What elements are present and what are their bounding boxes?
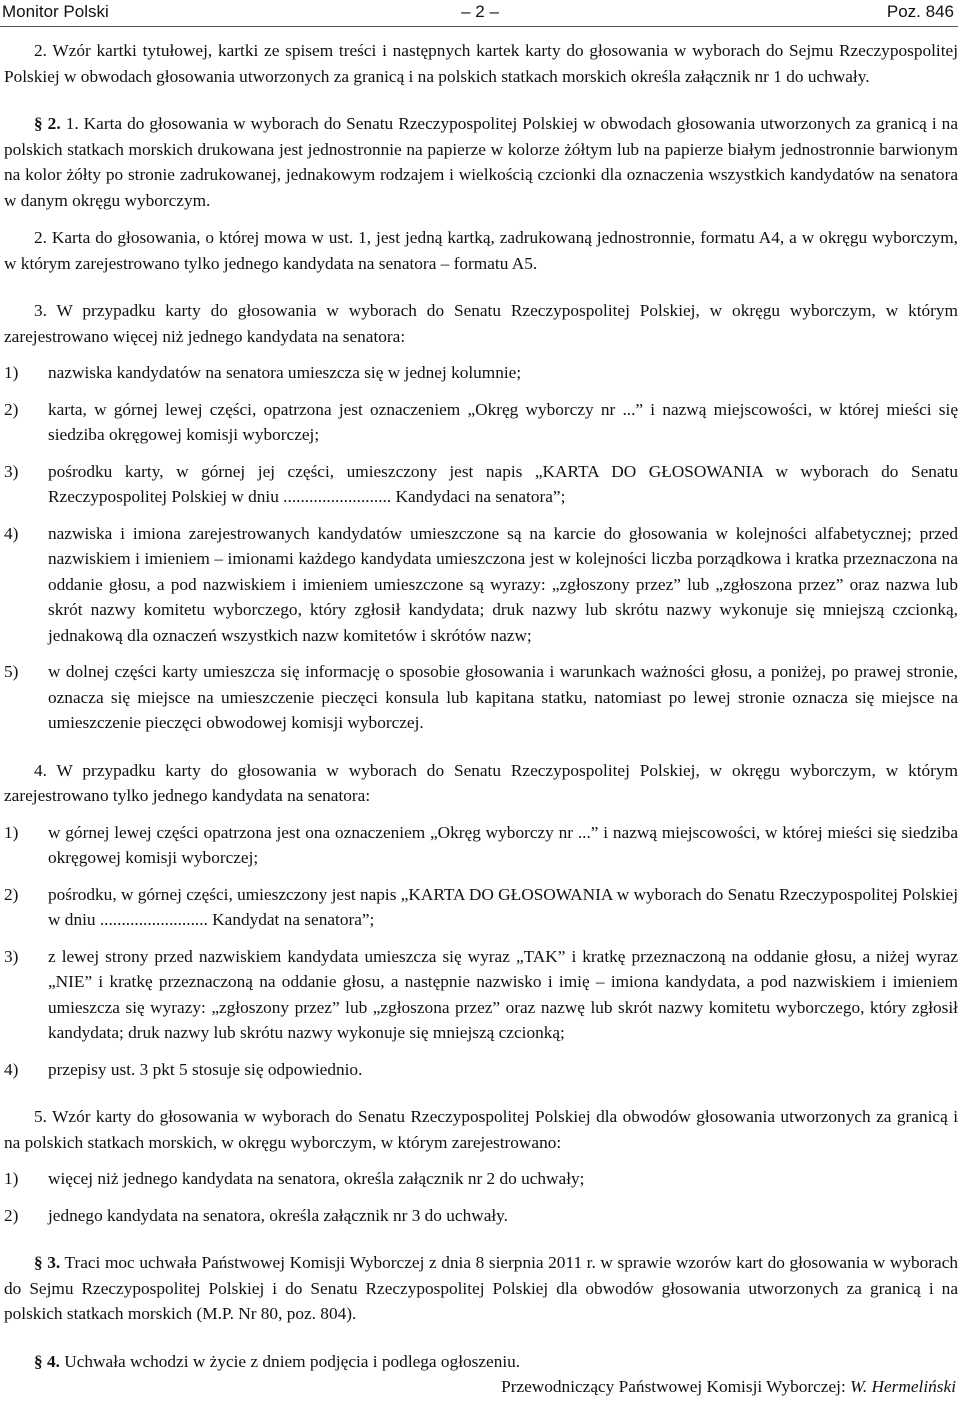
section-2-paragraph-5: 5. Wzór karty do głosowania w wyborach do Senatu Rzeczypospolitej Polskiej dla obwodów głosowania utworzonych za granicą i na polskich statkach morskich, w okręgu wyborczym, w którym zarejestrowano: [4,1107,958,1152]
list-item: 2) jednego kandydata na senatora, określa załącznik nr 3 do uchwały. [4,1205,509,1225]
signature-line [501,1374,956,1399]
section-2-paragraph-1 [4,111,958,213]
list-item: 5) w dolnej części karty umieszcza się informację o sposobie głosowania i warunkach ważności głosu, a poniżej, po prawej stronie, oznacza się miejsce na umieszczenie pieczęci konsula lub kapitana statku, natomiast po lewej stronie oznacza się miejsce na umieszczenie pieczęci obwodowej komisji wyborczej. [4,662,958,732]
paragraph-text: Uchwała wchodzi w życie z dniem podjęcia i podlega ogłoszeniu. [64,1351,521,1371]
list-item: 3) pośrodku karty, w górnej jej części, umieszczony jest napis „KARTA DO GŁOSOWANIA w wyborach do Senatu Rzeczypospolitej Polskiej w dniu ......................... Kandydaci na senatora”; [4,461,958,506]
list-item: 3) z lewej strony przed nazwiskiem kandydata umieszcza się wyraz „TAK” i kratkę przeznaczoną na oddanie głosu, a niżej wyraz „NIE” i kratkę przeznaczoną na oddanie głosu, a następnie nazwisko i imię – imiona kandydata, a pod nazwiskiem i imieniem umieszcza się wyrazy: „zgłoszony przez” lub „zgłoszona przez” oraz nazwę lub skrót nazwy komitetu wyborczego, który zgłosił kandydata; druk nazwy lub skrótu nazwy wykonuje się mniejszą czcionką; [4,946,958,1042]
list-item: 1) w górnej lewej części opatrzona jest ona oznaczeniem „Okręg wyborczy nr ...” i nazwą miejscowości, w której mieści się siedziba okręgowej komisji wyborczej; [4,822,958,867]
signature-name: W. Hermeliński [850,1377,956,1396]
section-2-paragraph-2: 2. Karta do głosowania, o której mowa w ust. 1, jest jedną kartką, zadrukowaną jednostronnie, formatu A4, a w okręgu wyborczym, w którym zarejestrowano tylko jednego kandydata na senatora – formatu A5. [4,228,958,273]
page-number: – 2 – [461,2,499,21]
section-2-paragraph-4: 4. W przypadku karty do głosowania w wyborach do Senatu Rzeczypospolitej Polskiej, w okręgu wyborczym, w którym zarejestrowano tylko jednego kandydata na senatora: [4,760,958,805]
publication-name: Monitor Polski [2,2,109,21]
list-item: 4) nazwiska i imiona zarejestrowanych kandydatów umieszczone są na karcie do głosowania w kolejności alfabetycznej; przed nazwiskiem i imieniem – imionami każdego kandydata umieszczona jest w kolejności liczba porządkowa i kratka przeznaczona na oddanie głosu, a pod nazwiskiem i imieniem umieszczone są wyrazy: „zgłoszony przez” lub „zgłoszona przez” oraz nazwa lub skrót nazwy komitetu wyborczego, który zgłosił kandydata; druk nazwy lub skrótu nazwy wykonuje się mniejszą czcionką, jednakową dla oznaczeń wszystkich nazw komitetów i skrótów nazw; [4,523,958,645]
position-number: Poz. 846 [886,2,954,21]
list-item: 1) nazwiska kandydatów na senatora umieszcza się w jednej kolumnie; [4,363,522,382]
signature-role: Przewodniczący Państwowej Komisji Wyborczej: [501,1377,846,1396]
section-mark: § 4. [34,1351,60,1371]
list-item: 2) karta, w górnej lewej części, opatrzona jest oznaczeniem „Okręg wyborczy nr ...” i nazwą miejscowości, w której mieści się siedziba okręgowej komisji wyborczej; [4,399,958,444]
paragraph-text: 1. Karta do głosowania w wyborach do Senatu Rzeczypospolitej Polskiej w obwodach głosowania utworzonych za granicą i na polskich statkach morskich drukowana jest jednostronnie na papierze w kolorze żółtym lub na papierze białym jednostronnie barwionym na kolor żółty po stronie zadrukowanej, jednakowym rodzajem i wielkością czcionki dla oznaczenia wszystkich kandydatów na senatora w danym okręgu wyborczym. [4,114,958,210]
section-mark: § 2. [34,114,61,133]
paragraph-text: Traci moc uchwała Państwowej Komisji Wyborczej z dnia 8 sierpnia 2011 r. w sprawie wzorów kart do głosowania w wyborach do Sejmu Rzeczypospolitej Polskiej i do Senatu Rzeczypospolitej Polskiej dla obwodów głosowania utworzonych za granicą i na polskich statkach morskich (M.P. Nr 80, poz. 804). [4,1253,959,1323]
list-item: 4) przepisy ust. 3 pkt 5 stosuje się odpowiednio. [4,1059,363,1079]
list-item: 2) pośrodku, w górnej części, umieszczony jest napis „KARTA DO GŁOSOWANIA w wyborach do Senatu Rzeczypospolitej Polskiej w dniu ......................... Kandydat na senatora”; [4,884,958,929]
list-item: 1) więcej niż jednego kandydata na senatora, określa załącznik nr 2 do uchwały; [4,1169,585,1188]
section-mark: § 3. [34,1253,61,1272]
section-3 [4,1250,958,1327]
section-4 [4,1349,958,1375]
page-header [0,0,958,27]
document-body [4,38,958,1374]
paragraph-1-2: 2. Wzór kartki tytułowej, kartki ze spisem treści i następnych kartek karty do głosowania w wyborach do Sejmu Rzeczypospolitej Polskiej w obwodach głosowania utworzonych za granicą i na polskich statkach morskich określa załącznik nr 1 do uchwały. [4,41,958,86]
section-2-paragraph-3: 3. W przypadku karty do głosowania w wyborach do Senatu Rzeczypospolitej Polskiej, w okręgu wyborczym, w którym zarejestrowano więcej niż jednego kandydata na senatora: [4,301,958,346]
